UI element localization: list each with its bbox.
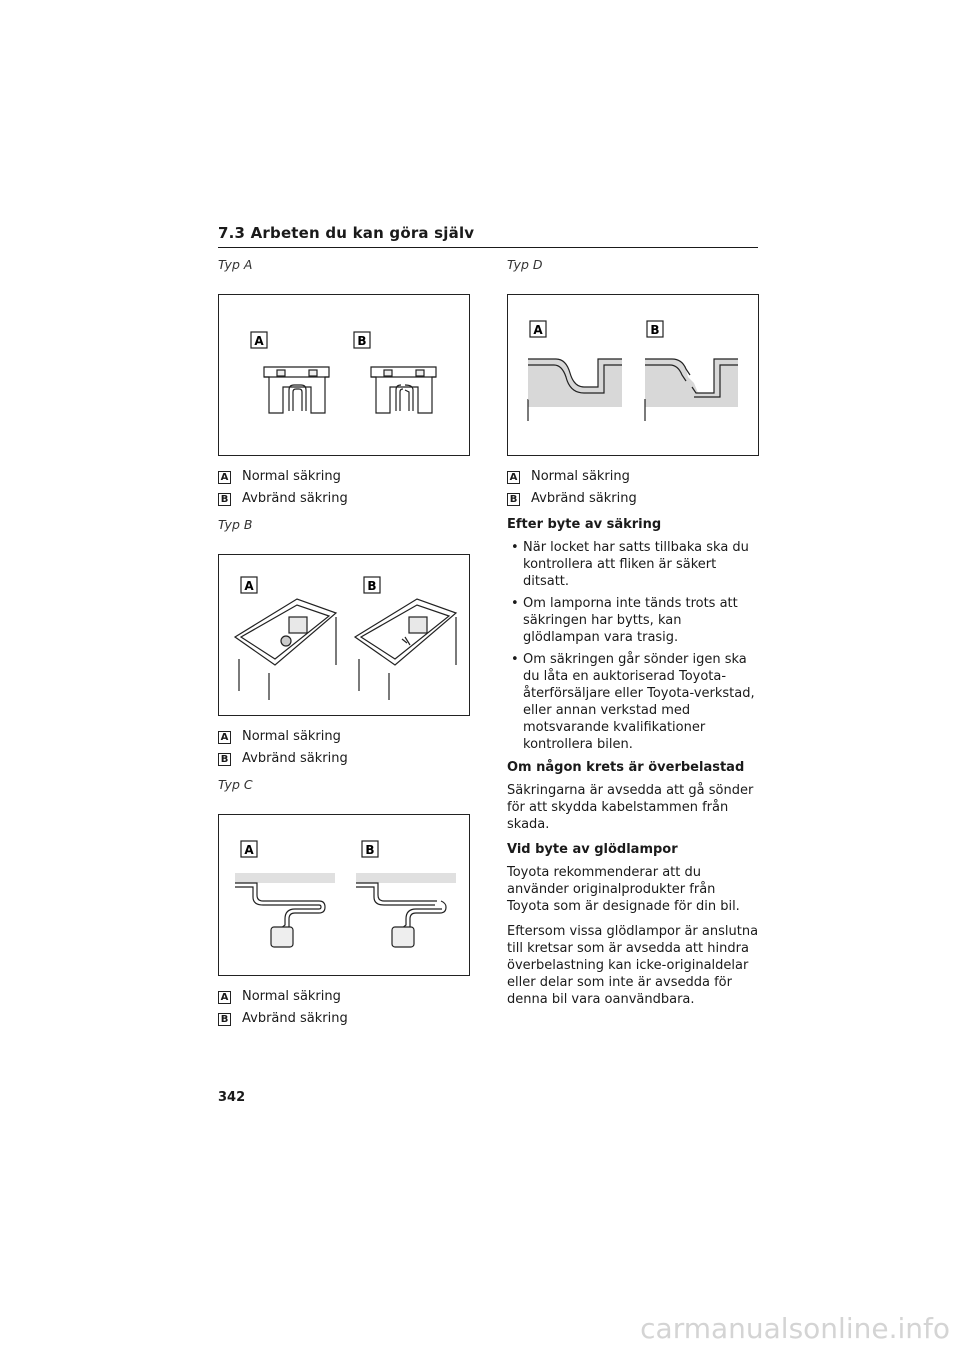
fuse-b-blown [356,873,456,947]
svg-text:A: A [254,334,264,348]
fuse-a-normal [235,599,336,700]
key-b: B [218,753,231,766]
typ-d-figure [507,294,759,456]
left-column [218,256,470,1030]
section-title: 7.3 Arbeten du kan göra själv [218,224,475,242]
heading-overloaded-circuit: Om någon krets är överbelastad [507,760,745,775]
key-a: A [507,471,520,484]
fuse-b-blown [371,367,436,413]
legend-a-row [218,986,470,1008]
instructions-text [507,516,759,1008]
fuse-b-blown [355,599,456,700]
label-a-box [251,332,267,348]
right-column [507,256,759,1016]
bullet-item: • Om säkringen går sönder igen ska du låta en auktoriserad Toyota-återförsäljare eller Toyota-verkstad, eller annan verkstad med motsvarande kvalifikationer kontrollera bilen. [507,651,759,753]
fuse-a-normal [235,873,335,947]
label-b-box [354,332,370,348]
legend-a-row [218,726,470,748]
legend-a-row [218,466,470,488]
typ-a-caption: Typ A [218,257,253,272]
svg-text:A: A [244,843,254,857]
legend-b-row [218,488,470,510]
bullet-item: • När locket har satts tillbaka ska du kontrollera att fliken är säkert ditsatt. [507,539,759,590]
legend-b-label: Avbränd säkring [242,491,348,506]
heading-after-fuse-replacement: Efter byte av säkring [507,517,662,532]
label-a-box [530,321,546,337]
key-a: A [218,471,231,484]
legend-a-label: Normal säkring [242,989,341,1004]
legend-b-label: Avbränd säkring [531,491,637,506]
key-a: A [218,991,231,1004]
paragraph: Toyota rekommenderar att du använder originalprodukter från Toyota som är designade för din bil. [507,865,740,914]
legend-b-label: Avbränd säkring [242,751,348,766]
svg-text:B: B [365,843,375,857]
key-b: B [507,493,520,506]
paragraph: Säkringarna är avsedda att gå sönder för att skydda kabelstammen från skada. [507,783,754,832]
legend-b-row [218,1008,470,1030]
legend-b-row [218,748,470,770]
typ-d-legend [507,466,759,510]
label-a-box [241,577,257,593]
legend-a-label: Normal säkring [242,469,341,484]
typ-a-figure [218,294,470,456]
legend-a-label: Normal säkring [531,469,630,484]
bullet-list [507,539,759,753]
header-divider [218,247,758,248]
typ-c-legend [218,986,470,1030]
label-b-box [364,577,380,593]
legend-b-row [507,488,759,510]
key-a: A [218,731,231,744]
svg-text:A: A [244,579,254,593]
svg-text:B: B [367,579,377,593]
legend-b-label: Avbränd säkring [242,1011,348,1026]
typ-c-figure [218,814,470,976]
label-a-box [241,841,257,857]
label-b-box [647,321,663,337]
fuse-a-normal [264,367,329,413]
page-number: 342 [218,1090,246,1105]
key-b: B [218,493,231,506]
svg-text:A: A [533,323,543,337]
typ-d-caption: Typ D [507,257,543,272]
key-b: B [218,1013,231,1026]
typ-c-caption: Typ C [218,777,253,792]
bullet-item: • Om lamporna inte tänds trots att säkringen har bytts, kan glödlampan vara trasig. [507,595,759,646]
typ-b-legend [218,726,470,770]
svg-text:B: B [357,334,367,348]
label-b-box [362,841,378,857]
typ-b-figure [218,554,470,716]
typ-b-caption: Typ B [218,517,253,532]
watermark: carmanualsonline.info [640,1312,950,1345]
heading-bulb-replacement: Vid byte av glödlampor [507,842,678,857]
legend-a-label: Normal säkring [242,729,341,744]
typ-a-legend [218,466,470,510]
section-header [218,224,758,248]
fuse-a-normal [528,359,622,421]
legend-a-row [507,466,759,488]
svg-text:B: B [650,323,660,337]
paragraph: Eftersom vissa glödlampor är anslutna till kretsar som är avsedda att hindra överbelastning kan icke-originaldelar eller delar som inte är avsedda för denna bil vara oanvändbara. [507,924,759,1007]
fuse-b-blown [645,359,738,421]
